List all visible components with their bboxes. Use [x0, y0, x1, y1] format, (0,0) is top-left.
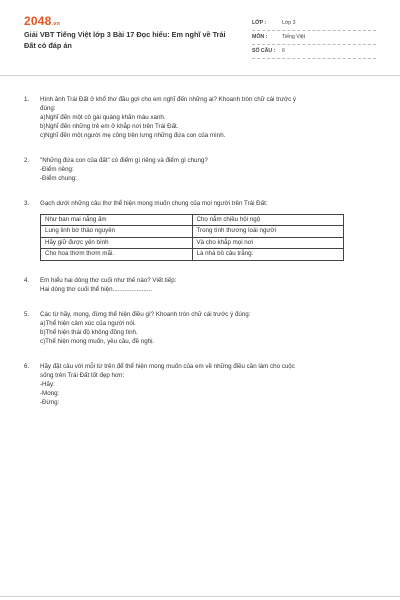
- question-text: Hãy đặt câu với mỗi từ trên để thể hiện mong muốn của em về những điều cần làm cho cuộc: [40, 362, 295, 370]
- answer-prompt: -Hãy:: [40, 380, 55, 388]
- meta-row-count: [252, 45, 376, 59]
- table-row: [41, 237, 344, 249]
- question-5: [24, 311, 376, 347]
- table-cell: Cho nắm chiều hội ngộ: [192, 214, 344, 226]
- footer-divider: [0, 596, 400, 597]
- question-4: [24, 277, 376, 295]
- site-logo[interactable]: [24, 14, 239, 28]
- answer-option-c: c)Thể hiện mong muốn, yêu cầu, đề nghị.: [40, 337, 155, 345]
- question-body: [40, 96, 376, 141]
- question-6: [24, 363, 376, 408]
- question-body: [40, 157, 376, 184]
- logo-domain: .vn: [51, 21, 61, 27]
- table-row: [41, 249, 344, 261]
- question-body: [40, 277, 376, 295]
- meta-label: LỚP :: [252, 19, 267, 26]
- question-3: [24, 200, 376, 261]
- question-list: [24, 96, 376, 408]
- meta-row-subject: [252, 31, 376, 45]
- table-cell: Hãy giữ được yên bình: [41, 237, 193, 249]
- answer-option-c: c)Nghĩ đến một người mẹ công trên lưng những đứa con của mình.: [40, 131, 226, 139]
- answer-prompt: -Mong:: [40, 389, 60, 397]
- question-text: đúng:: [40, 104, 56, 112]
- question-text: Các từ hãy, mong, đừng thể hiện điều gì? Khoanh tròn chữ cái trước ý đúng:: [40, 310, 251, 318]
- question-1: [24, 96, 376, 141]
- question-body: [40, 363, 376, 408]
- table-cell: Như ban mai nắng ấm: [41, 214, 193, 226]
- question-body: [40, 200, 376, 261]
- question-number: 2.: [24, 156, 30, 164]
- question-text: Em hiểu hai dòng thơ cuối như thế nào? Viết tiếp:: [40, 276, 177, 284]
- question-number: 1.: [24, 96, 30, 103]
- answer-option-b: b)Thể hiện thái độ không đồng tình.: [40, 328, 138, 336]
- question-text: sống trên Trái Đất tốt đẹp hơn:: [40, 371, 125, 379]
- table-cell: Cho hoa thơm thơm mãi.: [41, 249, 193, 261]
- question-text: Hình ảnh Trái Đất ở khổ thơ đầu gợi cho em nghĩ đến những ai? Khoanh tròn chữ cái trước ý: [40, 96, 297, 103]
- answer-prompt: -Điểm riêng:: [40, 165, 74, 173]
- answer-option-a: a)Thể hiện cảm xúc của người nói.: [40, 319, 136, 327]
- meta-info: [252, 17, 376, 59]
- meta-label: MÔN :: [252, 33, 268, 40]
- table-cell: Trong tình thương loài người: [192, 226, 344, 238]
- meta-value: Lớp 3: [282, 19, 296, 26]
- question-text: Gạch dưới những câu thơ thể hiện mong muốn chung của mọi người trên Trái Đất:: [40, 199, 268, 207]
- table-row: [41, 226, 344, 238]
- question-number: 5.: [24, 310, 30, 318]
- meta-value: Tiếng Việt: [282, 33, 306, 40]
- answer-option-a: a)Nghĩ đến một cô gái quàng khăn màu xanh.: [40, 113, 166, 121]
- page-header: [24, 14, 376, 59]
- question-number: 6.: [24, 362, 30, 370]
- answer-option-b: b)Nghĩ đến những trẻ em ở khắp nơi trên Trái Đất.: [40, 122, 179, 130]
- question-body: [40, 311, 376, 347]
- table-row: [41, 214, 344, 226]
- question-number: 3.: [24, 199, 30, 207]
- logo-text: 2048: [24, 14, 52, 28]
- question-text: "Những đứa con của đất" có điểm gì riêng và điểm gì chung?: [40, 156, 208, 164]
- header-divider: [0, 75, 400, 76]
- table-cell: Và cho khắp mọi nơi: [192, 237, 344, 249]
- meta-value: 6: [282, 47, 285, 54]
- meta-row-class: [252, 17, 376, 31]
- table-cell: Là nhà bồ câu trắng.: [192, 249, 344, 261]
- question-number: 4.: [24, 276, 30, 284]
- brand-block: [24, 14, 239, 51]
- document-title: Giải VBT Tiếng Việt lớp 3 Bài 17 Đọc hiểu: Em nghĩ về Trái Đất có đáp án: [24, 30, 226, 50]
- question-2: [24, 157, 376, 184]
- meta-label: SỐ CÂU :: [252, 47, 276, 54]
- poem-table: [40, 214, 344, 261]
- answer-prompt: Hai dòng thơ cuối thể hiện.......................: [40, 285, 153, 293]
- answer-prompt: -Đừng:: [40, 398, 60, 406]
- answer-prompt: -Điểm chung:: [40, 174, 77, 182]
- table-cell: Lung linh bờ thảo nguyên: [41, 226, 193, 238]
